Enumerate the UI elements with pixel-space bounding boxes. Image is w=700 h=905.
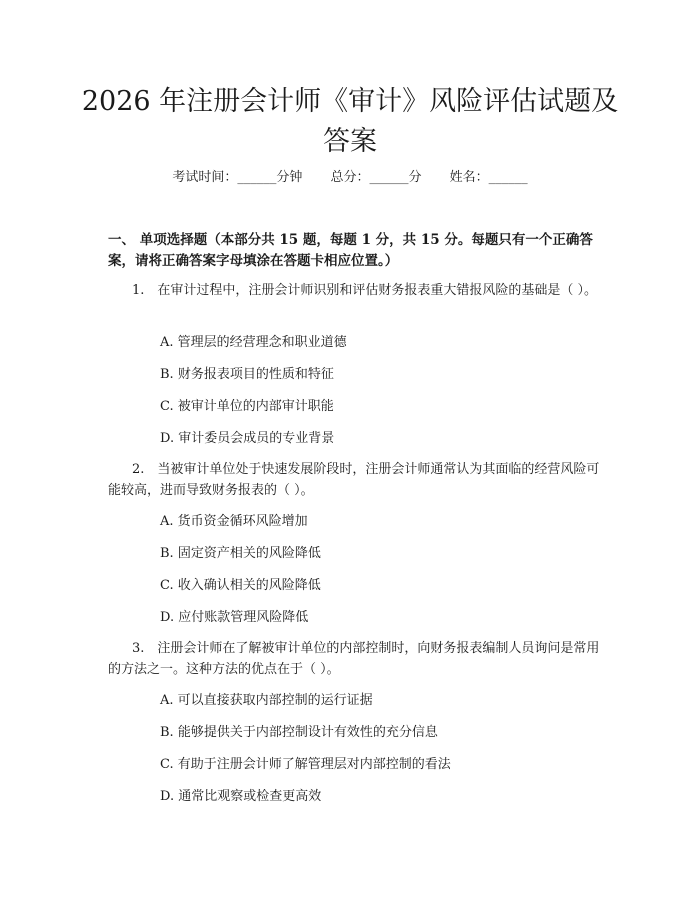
exam-meta bbox=[0, 169, 700, 187]
question-3-option-d: D. 通常比观察或检查更高效 bbox=[160, 789, 322, 804]
question-1-option-a: A. 管理层的经营理念和职业道德 bbox=[160, 335, 347, 350]
exam-score: 总分：______分 bbox=[330, 170, 422, 185]
question-2-option-b: B. 固定资产相关的风险降低 bbox=[160, 546, 321, 561]
question-2-option-a: A. 货币资金循环风险增加 bbox=[160, 514, 308, 529]
document-title bbox=[0, 82, 700, 162]
question-2-option-c: C. 收入确认相关的风险降低 bbox=[160, 578, 321, 593]
question-3-option-a: A. 可以直接获取内部控制的运行证据 bbox=[160, 693, 373, 708]
question-1-option-d: D. 审计委员会成员的专业背景 bbox=[160, 431, 335, 446]
question-2-option-d: D. 应付账款管理风险降低 bbox=[160, 610, 309, 625]
exam-name: 姓名：______ bbox=[449, 170, 528, 185]
title-line-2: 答案 bbox=[323, 126, 377, 157]
question-3-option-c: C. 有助于注册会计师了解管理层对内部控制的看法 bbox=[160, 757, 451, 772]
question-1-stem: 1. 在审计过程中，注册会计师识别和评估财务报表重大错报风险的基础是（ ）。 bbox=[132, 283, 598, 298]
question-3-stem: 3. 注册会计师在了解被审计单位的内部控制时，向财务报表编制人员询问是常用的方法之一。这种方法的优点在于（ ）。 bbox=[108, 641, 600, 677]
question-3-option-b: B. 能够提供关于内部控制设计有效性的充分信息 bbox=[160, 725, 438, 740]
exam-time: 考试时间：______分钟 bbox=[172, 170, 303, 185]
question-1-option-b: B. 财务报表项目的性质和特征 bbox=[160, 367, 334, 382]
section-heading: 一、 单项选择题（本部分共 15 题，每题 1 分，共 15 分。每题只有一个正确答案，请将正确答案字母填涂在答题卡相应位置。） bbox=[108, 232, 593, 269]
question-1-option-c: C. 被审计单位的内部审计职能 bbox=[160, 399, 334, 414]
question-2-stem: 2. 当被审计单位处于快速发展阶段时，注册会计师通常认为其面临的经营风险可能较高，进而导致财务报表的（ ）。 bbox=[108, 462, 600, 498]
title-line-1: 2026 年注册会计师《审计》风险评估试题及 bbox=[81, 86, 619, 117]
